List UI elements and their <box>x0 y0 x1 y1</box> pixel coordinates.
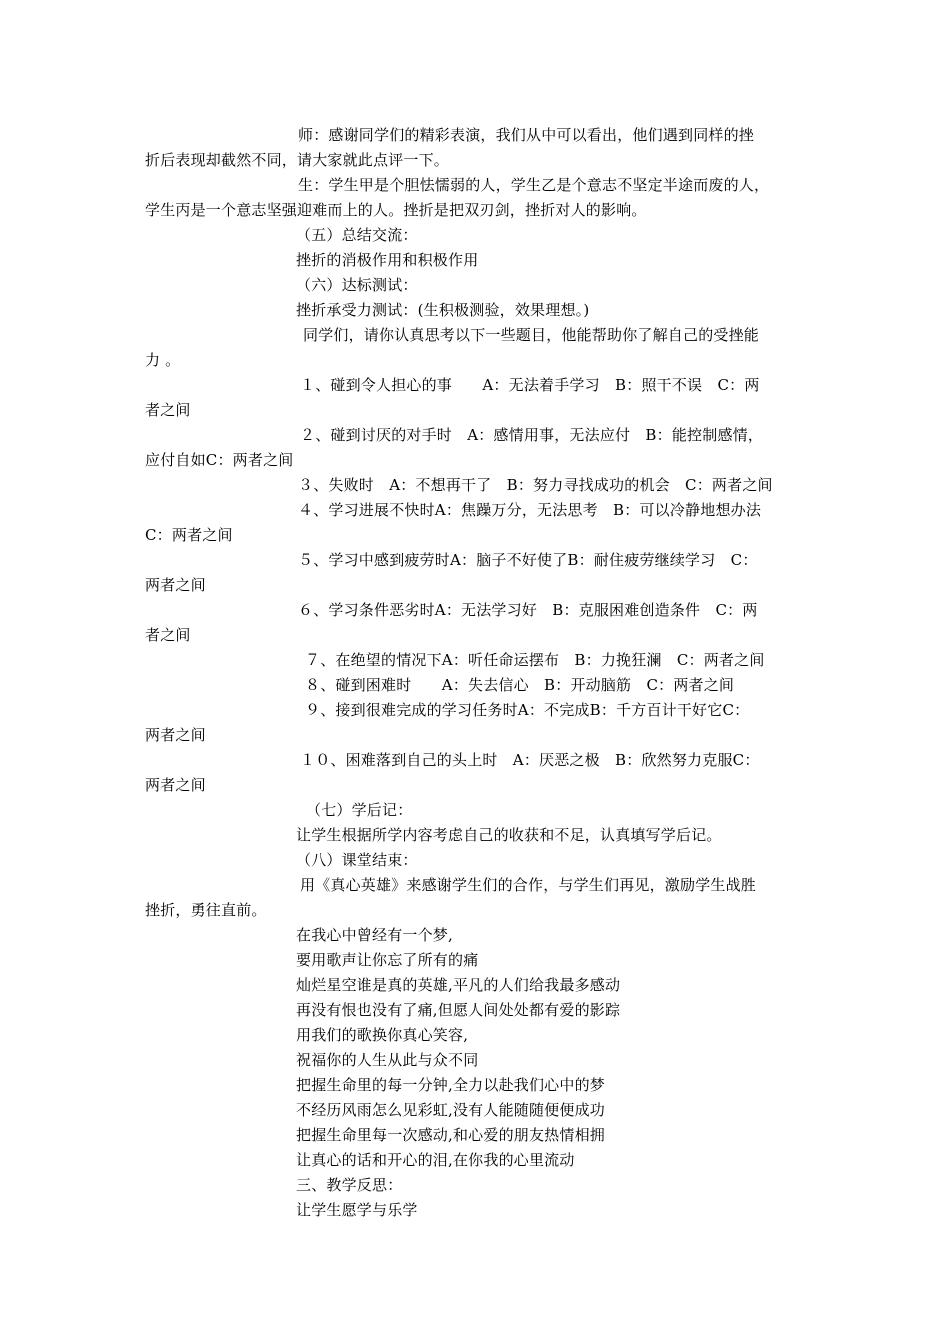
question-line: ９、接到很难完成的学习任务时A：不完成B：千方百计干好它C： <box>305 701 750 719</box>
lyric-line: 把握生命里的每一分钟,全力以赴我们心中的梦 <box>296 1076 605 1094</box>
lyric-line: 要用歌声让你忘了所有的痛 <box>296 951 479 969</box>
question-line: ２、碰到讨厌的对手时 A：感情用事，无法应付 B：能控制感情， <box>300 426 764 444</box>
text-line: 学生丙是一个意志坚强迎难而上的人。挫折是把双刃剑，挫折对人的影响。 <box>145 201 647 219</box>
question-line: 两者之间 <box>145 576 206 594</box>
question-line: ３、失败时 A：不想再干了 B：努力寻找成功的机会 C：两者之间 <box>298 476 773 494</box>
section-heading: （八）课堂结束： <box>296 851 418 869</box>
text-line: 生：学生甲是个胆怯懦弱的人，学生乙是个意志不坚定半途而废的人， <box>298 176 770 194</box>
question-line: ４、学习进展不快时A：焦躁万分，无法思考 B：可以冷静地想办法 <box>298 501 762 519</box>
text-line: 师：感谢同学们的精彩表演，我们从中可以看出，他们遇到同样的挫 <box>298 126 755 144</box>
lyric-line: 在我心中曾经有一个梦, <box>296 926 453 944</box>
question-line: １０、困难落到自己的头上时 A：厌恶之极 B：欣然努力克服C： <box>300 751 760 769</box>
text-line: 用《真心英雄》来感谢学生们的合作，与学生们再见，激励学生战胜 <box>300 876 757 894</box>
lyric-line: 用我们的歌换你真心笑容, <box>296 1026 469 1044</box>
section-heading: （六）达标测试： <box>296 276 418 294</box>
text-line: 挫折，勇往直前。 <box>145 901 267 919</box>
section-heading: （五）总结交流： <box>296 226 418 244</box>
text-line: 同学们，请你认真思考以下一些题目，他能帮助你了解自己的受挫能 <box>303 326 760 344</box>
question-line: 两者之间 <box>145 776 206 794</box>
text-line: 让学生愿学与乐学 <box>296 1201 418 1219</box>
text-line: 折后表现却截然不同，请大家就此点评一下。 <box>145 151 450 169</box>
text-line: 力 。 <box>145 351 181 369</box>
lyric-line: 让真心的话和开心的泪,在你我的心里流动 <box>296 1151 575 1169</box>
question-line: 两者之间 <box>145 726 206 744</box>
lyric-line: 把握生命里每一次感动,和心爱的朋友热情相拥 <box>296 1126 605 1144</box>
question-line: ５、学习中感到疲劳时A：脑子不好使了B：耐住疲劳继续学习 C： <box>298 551 758 569</box>
question-line: 应付自如C：两者之间 <box>145 451 294 469</box>
lyric-line: 不经历风雨怎么见彩虹,没有人能随随便便成功 <box>296 1101 605 1119</box>
lyric-line: 再没有恨也没有了痛,但愿人间处处都有爱的影踪 <box>296 1001 621 1019</box>
question-line: C：两者之间 <box>145 526 233 544</box>
lyric-line: 灿烂星空谁是真的英雄,平凡的人们给我最多感动 <box>296 976 621 994</box>
question-line: 者之间 <box>145 401 191 419</box>
question-line: １、碰到令人担心的事 A：无法着手学习 B：照干不误 C：两 <box>300 376 760 394</box>
section-heading: 三、教学反思： <box>296 1176 403 1194</box>
text-line: 挫折的消极作用和积极作用 <box>296 251 479 269</box>
lyric-line: 祝福你的人生从此与众不同 <box>296 1051 479 1069</box>
question-line: ６、学习条件恶劣时A：无法学习好 B：克服困难创造条件 C：两 <box>298 601 758 619</box>
question-line: ８、碰到困难时 A：失去信心 B：开动脑筋 C：两者之间 <box>305 676 735 694</box>
section-heading: （七）学后记： <box>306 801 413 819</box>
text-line: 让学生根据所学内容考虑自己的收获和不足，认真填写学后记。 <box>296 826 722 844</box>
text-line: 挫折承受力测试：(生积极测验，效果理想。) <box>296 301 590 319</box>
question-line: 者之间 <box>145 626 191 644</box>
question-line: ７、在绝望的情况下A：听任命运摆布 B：力挽狂澜 C：两者之间 <box>305 651 765 669</box>
